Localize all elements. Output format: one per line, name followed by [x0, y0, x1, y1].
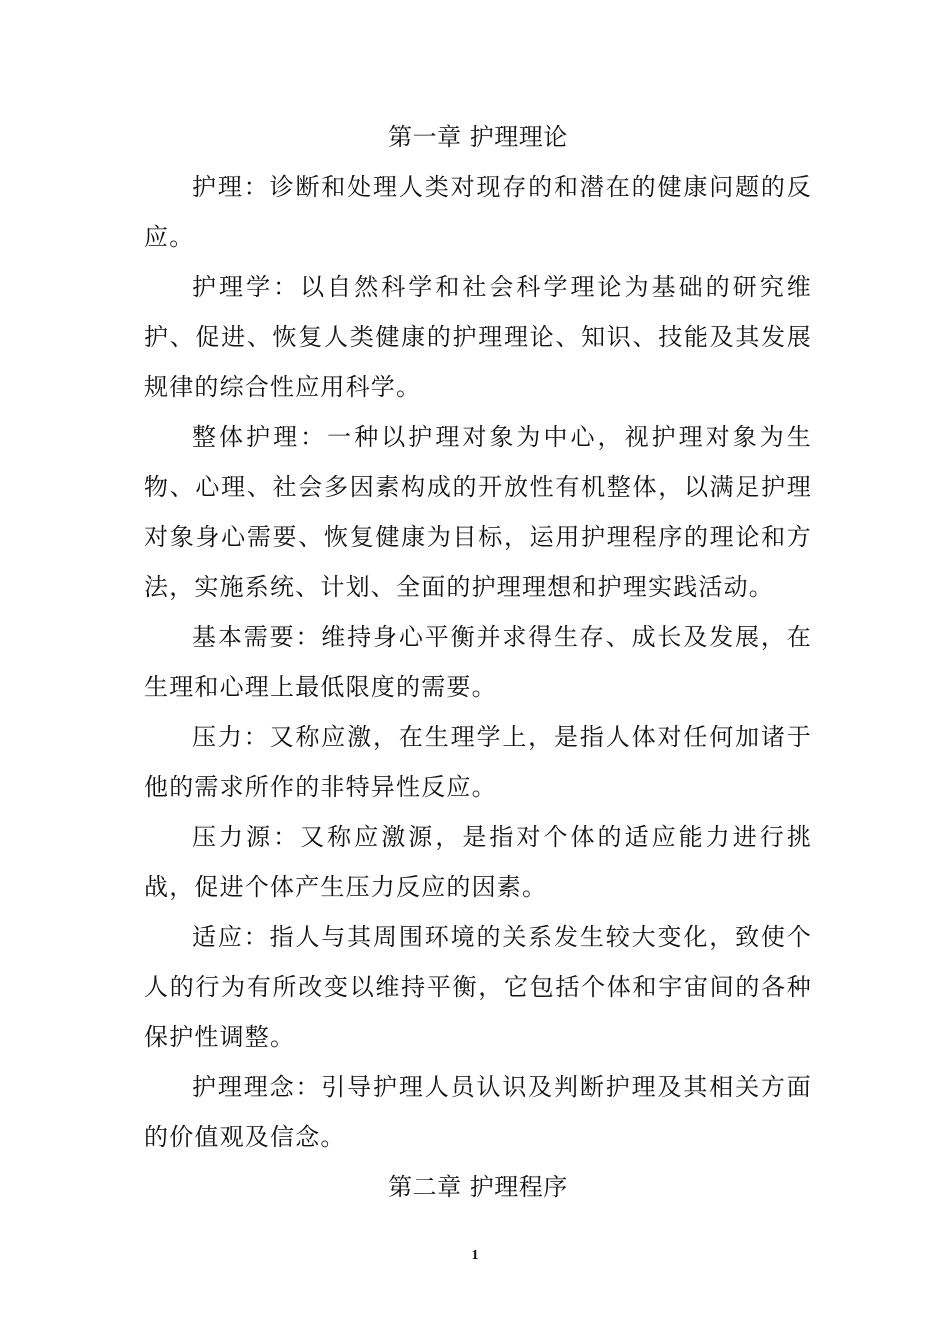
page-number: 1	[471, 1248, 479, 1263]
paragraph-nursing-philosophy: 护理理念：引导护理人员认识及判断护理及其相关方面的价值观及信念。	[144, 1073, 812, 1151]
paragraph-holistic-nursing: 整体护理：一种以护理对象为中心，视护理对象为生物、心理、社会多因素构成的开放性有机整体，以满足护理对象身心需要、恢复健康为目标，运用护理程序的理论和方法，实施系统、计划、全面的护理理想和护理实践活动。	[144, 423, 812, 601]
chapter-2-title: 第二章 护理程序	[388, 1173, 568, 1201]
paragraph-adaptation: 适应：指人与其周围环境的关系发生较大变化，致使个人的行为有所改变以维持平衡，它包括个体和宇宙间的各种保护性调整。	[144, 923, 812, 1051]
paragraph-stress: 压力：又称应激，在生理学上，是指人体对任何加诸于他的需求所作的非特异性反应。	[144, 723, 812, 801]
chapter-1-title: 第一章 护理理论	[388, 123, 568, 151]
paragraph-nursing-definition: 护理：诊断和处理人类对现存的和潜在的健康问题的反应。	[144, 173, 812, 251]
paragraph-nursing-science: 护理学：以自然科学和社会科学理论为基础的研究维护、促进、恢复人类健康的护理理论、知识、技能及其发展规律的综合性应用科学。	[144, 273, 812, 401]
paragraph-stressor: 压力源：又称应激源，是指对个体的适应能力进行挑战，促进个体产生压力反应的因素。	[144, 823, 812, 901]
paragraph-basic-needs: 基本需要：维持身心平衡并求得生存、成长及发展，在生理和心理上最低限度的需要。	[144, 623, 812, 701]
document-body	[144, 112, 812, 1212]
